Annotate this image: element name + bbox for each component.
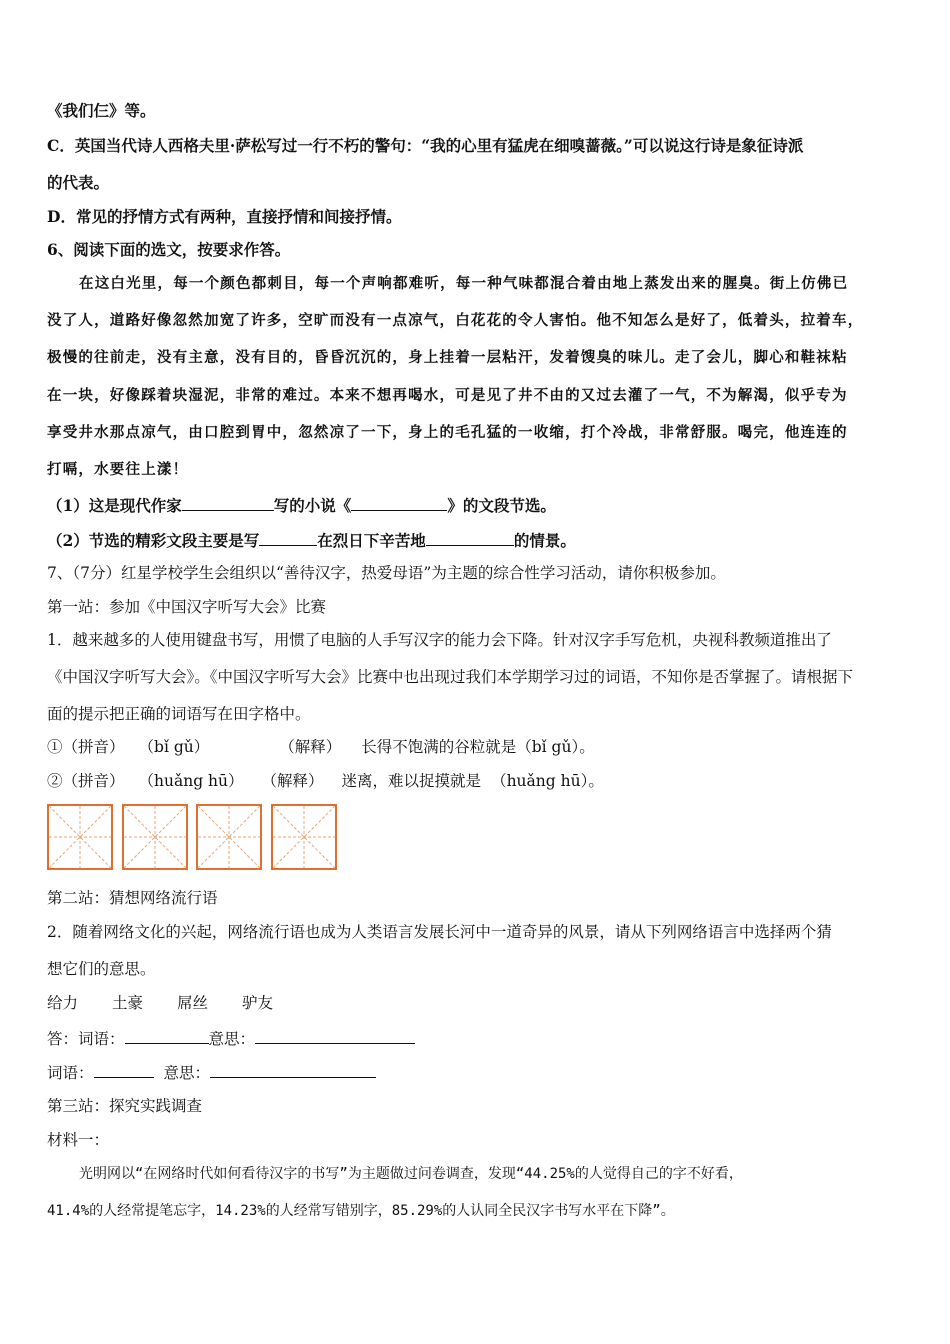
answer-row-1 — [47, 1027, 910, 1049]
explanation-text: 长得不饱满的谷粒就是（bǐ gǔ）。 — [361, 738, 595, 756]
question-7-title: 7、（7分）红星学校学生会组织以“善待汉字，热爱母语”为主题的综合性学习活动，请你积极参加。 — [47, 564, 726, 582]
explanation-label: （解释） — [261, 772, 324, 790]
question-6-title: 6、阅读下面的选文，按要求作答。 — [47, 240, 291, 259]
grid-guides-icon — [49, 806, 111, 868]
word-row-2 — [47, 771, 910, 791]
item-1-line-2: 《中国汉字听写大会》。《中国汉字听写大会》比赛中也出现过我们本学期学习过的词语，不知你是否掌握了。请根据下 — [47, 668, 854, 686]
passage-line-1: 在这白光里，每一个颜色都刺目，每一个声响都难听，每一种气味都混合着由地上蒸发出来的腥臭。街上仿佛已 — [79, 276, 849, 292]
item-2-line-2: 想它们的意思。 — [47, 960, 156, 978]
passage-line-4: 在一块，好像踩着块湿泥，非常的难过。本来不想再喝水，可是见了井不由的又过去灌了一气，不为解渴，似乎专为 — [47, 388, 848, 404]
net-word: 屌丝 — [177, 994, 209, 1012]
explanation-text: 迷离，难以捉摸就是 — [341, 772, 482, 790]
material-1-line-2: 41.4%的人经常提笔忘字，14.23%的人经常写错别字，85.29%的人认同全民汉字书写水平在下降”。 — [47, 1203, 675, 1219]
station-2-title: 第二站：猜想网络流行语 — [47, 889, 218, 907]
word-label: 答：词语： — [47, 1030, 125, 1048]
item-2-line-1: 2．随着网络文化的兴起，网络流行语也成为人类语言发展长河中一道奇异的风景，请从下列网络语言中选择两个猜 — [47, 923, 832, 941]
pinyin-label: ②（拼音） — [47, 772, 125, 790]
q1-text-c: 》的文段节选。 — [447, 496, 556, 515]
word-label: 词语： — [47, 1064, 94, 1082]
item-1-line-3: 面的提示把正确的词语写在田字格中。 — [47, 705, 311, 723]
pinyin-label: ①（拼音） — [47, 738, 125, 756]
pinyin-answer: （huǎng hū）。 — [491, 772, 604, 790]
net-word: 给力 — [47, 994, 79, 1012]
item-1-line-1: 1．越来越多的人使用键盘书写，用惯了电脑的人手写汉字的能力会下降。针对汉字手写危机，央视科教频道推出了 — [47, 631, 832, 649]
word-row-1 — [47, 737, 910, 757]
word-blank[interactable] — [94, 1061, 154, 1078]
station-1-title: 第一站：参加《中国汉字听写大会》比赛 — [47, 598, 327, 616]
grid-guides-icon — [273, 806, 335, 868]
novel-blank[interactable] — [351, 494, 447, 511]
material-1-label: 材料一： — [47, 1131, 110, 1149]
meaning-label: 意思： — [208, 1030, 256, 1048]
option-c-tail: 的代表。 — [47, 173, 110, 192]
tianzi-grid-2[interactable] — [122, 804, 188, 870]
author-blank[interactable] — [182, 494, 274, 511]
grid-guides-icon — [198, 806, 260, 868]
subject-blank[interactable] — [259, 529, 317, 546]
q2-text-c: 的情景。 — [513, 531, 576, 550]
tianzi-grid-4[interactable] — [271, 804, 337, 870]
station-3-title: 第三站：探究实践调查 — [47, 1097, 203, 1115]
net-word: 驴友 — [242, 994, 274, 1012]
question-6-1 — [47, 494, 910, 516]
passage-line-2: 没了人，道路好像忽然加宽了许多，空旷而没有一点凉气，白花花的令人害怕。他不知怎么是好了，低着头，拉着车， — [47, 313, 864, 329]
option-c: C．英国当代诗人西格夫里·萨松写过一行不朽的警句：“我的心里有猛虎在细嗅蔷薇。”可以说这行诗是象征诗派 — [47, 136, 804, 155]
material-1-line-1: 光明网以“在网络时代如何看待汉字的书写”为主题做过问卷调查，发现“44.25%的人觉得自己的字不好看， — [79, 1166, 743, 1182]
net-words-row — [47, 993, 910, 1013]
question-6-2 — [47, 529, 910, 551]
option-b-tail: 《我们仨》等。 — [47, 101, 156, 120]
answer-row-2 — [47, 1061, 910, 1083]
meaning-blank[interactable] — [255, 1027, 415, 1044]
action-blank[interactable] — [426, 529, 514, 546]
meaning-label: 意思： — [163, 1064, 211, 1082]
pinyin-value: （huǎng hū） — [138, 772, 244, 790]
word-blank[interactable] — [125, 1027, 209, 1044]
q2-text-b: 在烈日下辛苦地 — [317, 531, 426, 550]
meaning-blank[interactable] — [210, 1061, 376, 1078]
tianzi-grid-1[interactable] — [47, 804, 113, 870]
tianzi-grid-3[interactable] — [196, 804, 262, 870]
q1-text-a: （1）这是现代作家 — [47, 496, 182, 515]
passage-line-3: 极慢的往前走，没有主意，没有目的，昏昏沉沉的，身上挂着一层粘汗，发着馊臭的味儿。走了会儿，脚心和鞋袜粘 — [47, 350, 848, 366]
q1-text-b: 写的小说《 — [273, 496, 352, 515]
pinyin-value: （bǐ gǔ） — [138, 738, 210, 756]
grid-guides-icon — [124, 806, 186, 868]
passage-line-6: 打嗝，水要往上漾！ — [47, 462, 189, 478]
net-word: 土豪 — [112, 994, 144, 1012]
option-d: D．常见的抒情方式有两种，直接抒情和间接抒情。 — [47, 207, 402, 226]
explanation-label: （解释） — [279, 738, 342, 756]
q2-text-a: （2）节选的精彩文段主要是写 — [47, 531, 260, 550]
passage-line-5: 享受井水那点凉气，由口腔到胃中，忽然凉了一下，身上的毛孔猛的一收缩，打个冷战，非常舒服。喝完，他连连的 — [47, 425, 848, 441]
